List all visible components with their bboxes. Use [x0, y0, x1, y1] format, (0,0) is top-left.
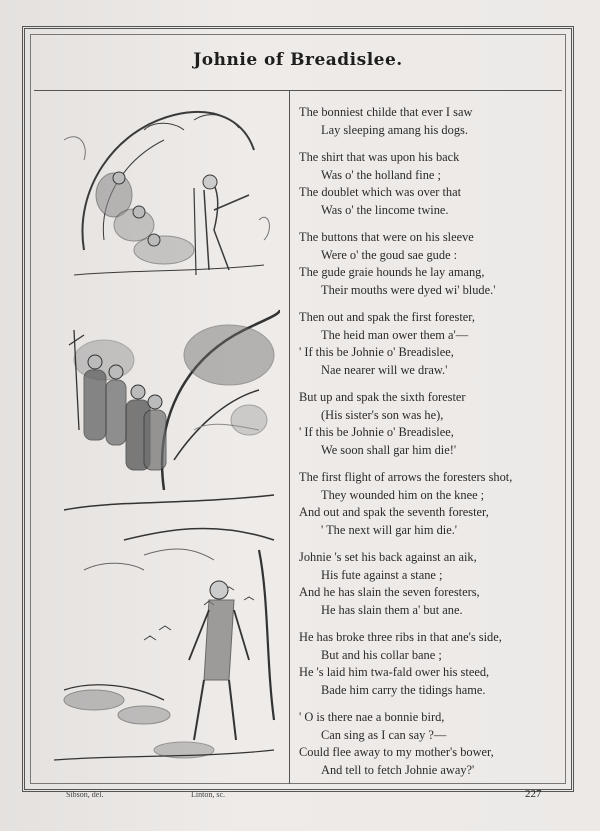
verse-line: Johnie 's set his back against an aik,: [299, 550, 477, 564]
ballad-illustration: [44, 100, 280, 776]
johnie-standing-scene: [54, 528, 274, 760]
verse-line: Then out and spak the first forester,: [299, 310, 476, 324]
ballad-text-column: [299, 104, 561, 789]
verse-line: ' O is there nae a bonnie bird,: [299, 710, 445, 724]
page-title: Johnie of Breadislee.: [193, 50, 403, 70]
verse-line: The first flight of arrows the foresters shot,: [299, 470, 513, 484]
verse-line: Were o' the goud sae gude :: [321, 247, 458, 262]
verse-line: And tell to fetch Johnie away?': [321, 762, 475, 777]
verse-line: ' If this be Johnie o' Breadislee,: [299, 425, 454, 439]
stanza: [299, 469, 561, 539]
verse-line: The shirt that was upon his back: [299, 150, 460, 164]
verse-line: His fute against a stane ;: [321, 567, 443, 582]
verse-line: But up and spak the sixth forester: [299, 390, 466, 404]
verse-line: (His sister's son was he),: [321, 407, 444, 422]
column-divider: [289, 90, 290, 784]
stanza: [299, 149, 561, 219]
verse-line: Their mouths were dyed wi' blude.': [321, 282, 496, 297]
verse-line: But and his collar bane ;: [321, 647, 442, 662]
stanza: [299, 709, 561, 779]
verse-line: And out and spak the seventh forester,: [299, 505, 489, 519]
verse-line: He has broke three ribs in that ane's side,: [299, 630, 502, 644]
verse-line: Can sing as I can say ?—: [321, 727, 447, 742]
verse-line: ' The next will gar him die.': [321, 522, 458, 537]
stanza: [299, 104, 561, 139]
stanza: [299, 229, 561, 299]
verse-line: The buttons that were on his sleeve: [299, 230, 474, 244]
verse-line: Was o' the holland fine ;: [321, 167, 441, 182]
title-divider: [34, 90, 562, 91]
stanza: [299, 549, 561, 619]
stanza: [299, 309, 561, 379]
stanza: [299, 389, 561, 459]
verse-line: He has slain them a' but ane.: [321, 602, 463, 617]
engraver-credit: Linton, sc.: [191, 790, 225, 799]
page-number: 227: [525, 788, 542, 800]
verse-line: The doublet which was over that: [299, 185, 462, 199]
verse-line: The heid man ower them a'—: [321, 327, 469, 342]
foresters-ambush-scene: [64, 310, 280, 510]
verse-line: Was o' the lincome twine.: [321, 202, 449, 217]
verse-line: We soon shall gar him die!': [321, 442, 457, 457]
stanza: [299, 629, 561, 699]
verse-line: The gude graie hounds he lay amang,: [299, 265, 485, 279]
artist-credit: Sibson, del.: [66, 790, 104, 799]
verse-line: The bonniest childe that ever I saw: [299, 105, 473, 119]
verse-line: He 's laid him twa-fald ower his steed,: [299, 665, 490, 679]
verse-line: Could flee away to my mother's bower,: [299, 745, 494, 759]
verse-line: They wounded him on the knee ;: [321, 487, 485, 502]
verse-line: Nae nearer will we draw.': [321, 362, 448, 377]
sleeping-hunter-scene: [64, 112, 269, 275]
verse-line: Lay sleeping amang his dogs.: [321, 122, 468, 137]
verse-line: ' If this be Johnie o' Breadislee,: [299, 345, 454, 359]
verse-line: And he has slain the seven foresters,: [299, 585, 480, 599]
verse-line: Bade him carry the tidings hame.: [321, 682, 486, 697]
